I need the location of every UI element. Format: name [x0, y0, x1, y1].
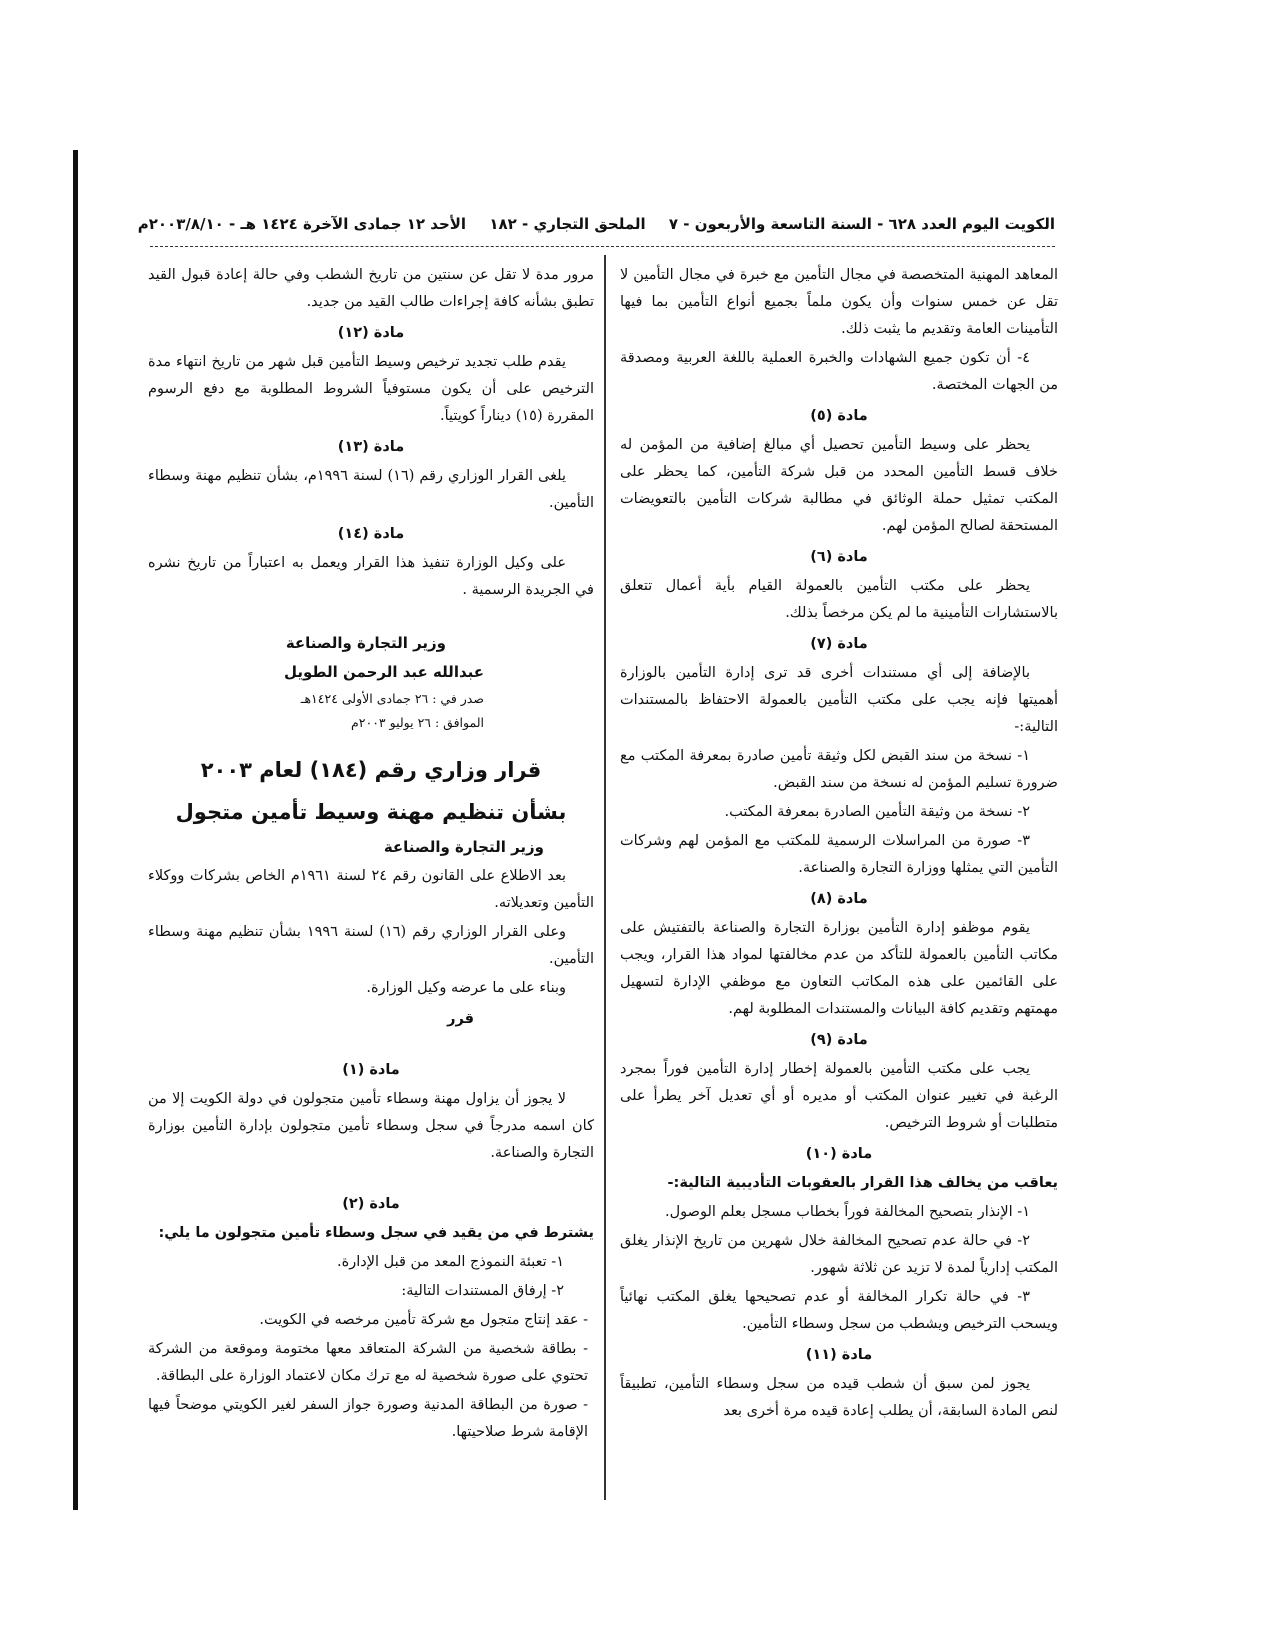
- decision-issuer: وزير التجارة والصناعة: [383, 838, 544, 856]
- header-date: الأحد ١٢ جمادى الآخرة ١٤٢٤ هـ - ٢٠٠٣/٨/١٠م: [137, 215, 467, 233]
- spacer: [148, 1035, 594, 1053]
- header-rule: [150, 246, 1055, 247]
- article-title: مادة (١٤): [337, 526, 405, 542]
- header-issue: الكويت اليوم العدد ٦٢٨ - السنة التاسعة والأربعون - ٧: [668, 215, 1055, 233]
- paragraph: يحظر على مكتب التأمين بالعمولة القيام بأية أعمال تتعلق بالاستشارات التأمينية ما لم يكن مرخصاً بذلك.: [620, 578, 1058, 621]
- decided-label: قرر: [447, 1011, 474, 1027]
- article-title: مادة (١١): [805, 1347, 873, 1363]
- decision-title: قرار وزاري رقم (١٨٤) لعام ٢٠٠٣: [200, 758, 542, 782]
- paragraph: وبناء على ما عرضه وكيل الوزارة.: [366, 980, 566, 996]
- list-item: ٢- إرفاق المستندات التالية:: [401, 1283, 564, 1299]
- article-title: مادة (١٠): [805, 1146, 873, 1162]
- paragraph: المعاهد المهنية المتخصصة في مجال التأمين مع خبرة في مجال التأمين لا تقل عن خمس سنوات وأن يكون ملماً بجميع أنواع التأمين بما فيها التأمينات العامة وتقديم ما يثبت ذلك.: [620, 267, 1058, 337]
- scan-edge-bar: [73, 150, 78, 1510]
- list-item: ٣- في حالة تكرار المخالفة أو عدم تصحيحها يغلق المكتب نهائياً ويسحب الترخيص ويشطب من سجل وسطاء التأمين.: [620, 1289, 1058, 1332]
- paragraph: على وكيل الوزارة تنفيذ هذا القرار ويعمل به اعتباراً من تاريخ نشره في الجريدة الرسمية .: [148, 555, 594, 598]
- paragraph: يجوز لمن سبق أن شطب قيده من سجل وسطاء التأمين، تطبيقاً لنص المادة السابقة، أن يطلب إعادة قيده مرة أخرى بعد: [620, 1376, 1058, 1419]
- paragraph: يلغى القرار الوزاري رقم (١٦) لسنة ١٩٩٦م، بشأن تنظيم مهنة وسطاء التأمين.: [148, 468, 594, 511]
- minister-name: عبدالله عبد الرحمن الطويل: [283, 663, 484, 681]
- article-title: مادة (٥): [810, 408, 868, 424]
- paragraph: بالإضافة إلى أي مستندات أخرى قد ترى إدارة التأمين بالوزارة أهميتها فإنه يجب على مكتب التأمين بالعمولة الاحتفاظ بالمستندات التالية:-: [620, 665, 1058, 735]
- spacer: [148, 1169, 594, 1187]
- article-title: مادة (١٢): [337, 325, 405, 341]
- header-supplement: الملحق التجاري - ١٨٢: [489, 215, 646, 233]
- paragraph: مرور مدة لا تقل عن سنتين من تاريخ الشطب وفي حالة إعادة قبول القيد تطبق بشأنه كافة إجراءات طالب القيد من جديد.: [148, 267, 594, 310]
- article-title: مادة (٢): [342, 1196, 400, 1212]
- paragraph: وعلى القرار الوزاري رقم (١٦) لسنة ١٩٩٦ بشأن تنظيم مهنة وسطاء التأمين.: [148, 924, 594, 967]
- article-title: مادة (١٣): [337, 439, 405, 455]
- paragraph: بعد الاطلاع على القانون رقم ٢٤ لسنة ١٩٦١م الخاص بشركات ووكلاء التأمين وتعديلاته.: [148, 868, 594, 911]
- article-title: مادة (٦): [810, 549, 868, 565]
- decision-subtitle: بشأن تنظيم مهنة وسيط تأمين متجول: [175, 800, 567, 824]
- article-title: مادة (٩): [810, 1032, 868, 1048]
- paragraph: لا يجوز أن يزاول مهنة وسطاء تأمين متجولون في دولة الكويت إلا من كان اسمه مدرجاً في سجل وسطاء تأمين متجولون بإدارة التأمين بوزارة التجارة والصناعة.: [148, 1091, 594, 1161]
- page-header: [137, 215, 1055, 243]
- list-item: ١- تعبئة النموذج المعد من قبل الإدارة.: [337, 1254, 564, 1270]
- issued-date: صدر في : ٢٦ جمادى الأولى ١٤٢٤هـ: [300, 691, 484, 706]
- paragraph: يقوم موظفو إدارة التأمين بوزارة التجارة والصناعة بالتفتيش على مكاتب التأمين بالعمولة للتأكد من عدم مخالفتها لمواد هذا القرار، ويجب على القائمين على هذه المكاتب التعاون مع موظفي الإدارة لتسهيل مهمتهم وتقديم كافة البيانات والمستندات المطلوبة لهم.: [620, 920, 1058, 1017]
- list-item: ١- نسخة من سند القبض لكل وثيقة تأمين صادرة بمعرفة المكتب مع ضرورة تسليم المؤمن له نسخة من سند القبض.: [620, 748, 1058, 791]
- paragraph: يحظر على وسيط التأمين تحصيل أي مبالغ إضافية من المؤمن له خلاف قسط التأمين المحدد من قبل شركة التأمين، كما يحظر على المكتب تمثيل حملة الوثائق في مطالبة شركات التأمين بالتعويضات المستحقة لصالح المؤمن لهم.: [620, 437, 1058, 534]
- spacer: [148, 606, 594, 630]
- list-item: - عقد إنتاج متجول مع شركة تأمين مرخصه في الكويت.: [259, 1312, 588, 1328]
- paragraph: يعاقب من يخالف هذا القرار بالعقوبات التأديبية التالية:-: [667, 1175, 1058, 1191]
- list-item: ٢- نسخة من وثيقة التأمين الصادرة بمعرفة المكتب.: [724, 804, 1030, 820]
- article-title: مادة (٧): [810, 636, 868, 652]
- list-item: ٣- صورة من المراسلات الرسمية للمكتب مع المؤمن لهم وشركات التأمين التي يمثلها ووزارة التجارة والصناعة.: [620, 833, 1058, 876]
- list-item: ١- الإنذار بتصحيح المخالفة فوراً بخطاب مسجل بعلم الوصول.: [665, 1204, 1030, 1220]
- column-divider: [604, 255, 606, 1500]
- paragraph: يشترط في من يقيد في سجل وسطاء تأمين متجولون ما يلي:: [158, 1225, 594, 1241]
- list-item: - صورة من البطاقة المدنية وصورة جواز السفر لغير الكويتي موضحاً فيها الإقامة شرط صلاحيتها.: [148, 1397, 588, 1440]
- list-item: - بطاقة شخصية من الشركة المتعاقد معها مختومة وموقعة من الشركة تحتوي على صورة شخصية له مع ترك مكان لاعتماد الوزارة على البطاقة.: [148, 1341, 588, 1384]
- spacer: [148, 736, 594, 750]
- minister-title: وزير التجارة والصناعة: [285, 634, 446, 652]
- paragraph: يقدم طلب تجديد ترخيص وسيط التأمين قبل شهر من تاريخ انتهاء مدة الترخيص على أن يكون مستوفياً الشروط المطلوبة مع دفع الرسوم المقررة (١٥) ديناراً كويتياً.: [148, 354, 594, 424]
- paragraph: يجب على مكتب التأمين بالعمولة إخطار إدارة التأمين فوراً بمجرد الرغبة في تغيير عنوان المكتب أو مديره أو أي تعديل آخر يطرأ على متطلبات أو شروط الترخيص.: [620, 1061, 1058, 1131]
- corresponding-date: الموافق : ٢٦ يوليو ٢٠٠٣م: [351, 715, 484, 730]
- right-column: [620, 262, 1058, 1427]
- paragraph: ٤- أن تكون جميع الشهادات والخبرة العملية باللغة العربية ومصدقة من الجهات المختصة.: [620, 350, 1058, 393]
- list-item: ٢- في حالة عدم تصحيح المخالفة خلال شهرين من تاريخ الإنذار يغلق المكتب إدارياً لمدة لا تزيد عن ثلاثة شهور.: [620, 1233, 1058, 1276]
- left-column: [148, 262, 594, 1448]
- article-title: مادة (١): [342, 1062, 400, 1078]
- article-title: مادة (٨): [810, 891, 868, 907]
